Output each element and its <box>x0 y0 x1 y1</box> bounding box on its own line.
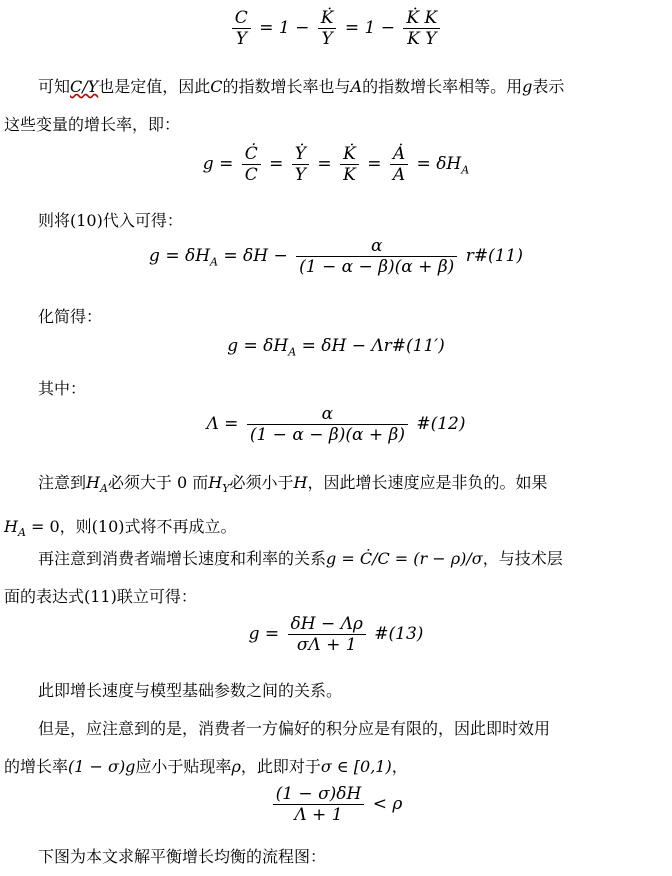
subscript: A <box>17 526 26 540</box>
numerator: K̇ K <box>406 8 438 28</box>
numerator: Ċ <box>244 144 258 164</box>
text: 的指数增长率也与 <box>222 77 351 96</box>
math-inline: H <box>293 473 308 492</box>
fraction <box>292 144 309 185</box>
math-inline: g <box>522 77 533 96</box>
text: ，因此增长速度应是非负的。如果 <box>307 473 548 492</box>
denominator: C <box>242 164 261 185</box>
subscript: A <box>288 345 297 359</box>
denominator: K Y <box>403 28 440 49</box>
rhs: = δH − Λr#(11′) <box>301 336 445 356</box>
text: 其中： <box>38 379 87 398</box>
denominator: Y <box>232 28 251 49</box>
text: 也是定值，因此 <box>98 77 211 96</box>
subscript: Y <box>222 482 230 496</box>
math-inline: H <box>4 517 18 537</box>
fraction <box>390 144 408 185</box>
text: 但是，应注意到的是，消费者一方偏好的积分应是有限的，因此即时效用 <box>38 719 551 738</box>
lhs: g = δH <box>149 246 211 266</box>
lhs: g = <box>248 624 280 644</box>
fraction <box>318 8 337 49</box>
paragraph-consumer-side <box>4 540 664 616</box>
rhs: = δH <box>416 154 462 174</box>
operator: = δH − <box>223 246 288 266</box>
denominator: Λ + 1 <box>273 804 365 825</box>
fraction <box>242 144 261 185</box>
text: ，与技术层 <box>482 549 563 568</box>
text: 必须大于 0 而 <box>107 473 209 492</box>
equation-number: #(12) <box>416 414 466 434</box>
denominator: σΛ + 1 <box>288 634 366 655</box>
text: ， <box>391 757 408 776</box>
lhs: Λ = <box>206 414 239 434</box>
math-inline: A <box>350 77 363 96</box>
denominator: Y <box>292 164 309 185</box>
text: 面的表达式(11)联立可得： <box>4 587 197 606</box>
math-inline: g = Ċ/C = (r − ρ)/σ <box>326 549 483 568</box>
numerator: (1 − σ)δH <box>275 784 362 804</box>
fraction <box>288 614 366 655</box>
equation-number: #(13) <box>374 624 424 644</box>
fraction <box>247 404 408 445</box>
paragraph-where <box>4 370 664 408</box>
math-inline: = 0 <box>25 517 60 537</box>
text: 化简得： <box>38 307 103 326</box>
paragraph-relationship <box>4 672 664 710</box>
math-inline: ρ <box>231 757 241 776</box>
math-inline: C/Y <box>70 77 99 96</box>
numerator: K̇ <box>320 8 334 28</box>
subscript: A <box>210 255 218 269</box>
math-inline: σ ∈ [0,1) <box>320 757 392 776</box>
denominator: K <box>340 164 359 185</box>
text: 可知 <box>38 77 71 96</box>
text: ，此即对于 <box>240 757 321 776</box>
paragraph-simplify <box>4 298 664 336</box>
text: 再注意到消费者端增长速度和利率的关系 <box>38 549 327 568</box>
denominator: (1 − α − β)(α + β) <box>296 256 457 277</box>
text: 的指数增长率相等。用 <box>362 77 523 96</box>
text: 应小于贴现率 <box>135 757 232 776</box>
denominator: A <box>390 164 408 185</box>
fraction <box>232 8 251 49</box>
operator: = 1 − <box>259 18 310 38</box>
equation-growth-rates: g = $\frac{Ċ}{C}$ = $\frac{\text{Ẏ}}{Y}$ = $\frac{K̇}{K}$ = $\frac{Ȧ}{A}$ = $\delta H_A$ <box>202 144 470 185</box>
numerator: C <box>234 8 248 28</box>
equation-11 <box>0 236 672 277</box>
paragraph-substitute <box>4 202 664 240</box>
math-inline: H <box>86 473 100 492</box>
denominator: (1 − α − β)(α + β) <box>247 424 408 445</box>
numerator: α <box>321 404 334 424</box>
numerator: α <box>370 236 383 256</box>
rhs: < ρ <box>372 794 403 814</box>
fraction <box>273 784 365 825</box>
equation-13 <box>0 614 672 655</box>
numerator: Ẏ <box>294 144 307 164</box>
numerator: K̇ <box>343 144 356 164</box>
equation-consumption-ratio <box>0 8 672 49</box>
text: ，则(10)式将不再成立。 <box>59 517 237 537</box>
text: 的增长率 <box>4 757 69 776</box>
math-inline: (1 − σ)g <box>68 757 136 776</box>
numerator: δH − Λρ <box>290 614 363 634</box>
math-inline: H <box>208 473 223 492</box>
equation-11-prime <box>0 336 672 358</box>
subscript: A <box>461 163 470 177</box>
fraction <box>340 144 359 185</box>
denominator: Y <box>318 28 337 49</box>
fraction <box>296 236 457 277</box>
text: 此即增长速度与模型基础参数之间的关系。 <box>38 681 343 700</box>
text: 必须小于 <box>229 473 294 492</box>
lhs: g = <box>202 154 234 174</box>
text: 注意到 <box>38 473 87 492</box>
text: 下图为本文求解平衡增长均衡的流程图： <box>38 847 327 866</box>
lhs: g = δH <box>227 336 289 356</box>
text: 则将(10)代入可得： <box>38 211 183 230</box>
numerator: Ȧ <box>392 144 406 164</box>
paragraph-growth-rate <box>4 68 664 144</box>
math-inline: C <box>210 77 223 96</box>
equation-inequality <box>0 784 672 825</box>
subscript: A <box>99 482 108 496</box>
text: 这些变量的增长率，即： <box>4 115 181 134</box>
paragraph-flowchart-intro <box>4 838 664 876</box>
equation-number: r#(11) <box>465 246 523 266</box>
operator: = 1 − <box>344 18 395 38</box>
fraction <box>403 8 440 49</box>
equation-12 <box>0 404 672 445</box>
paragraph-utility <box>4 710 664 786</box>
text: 表示 <box>532 77 565 96</box>
